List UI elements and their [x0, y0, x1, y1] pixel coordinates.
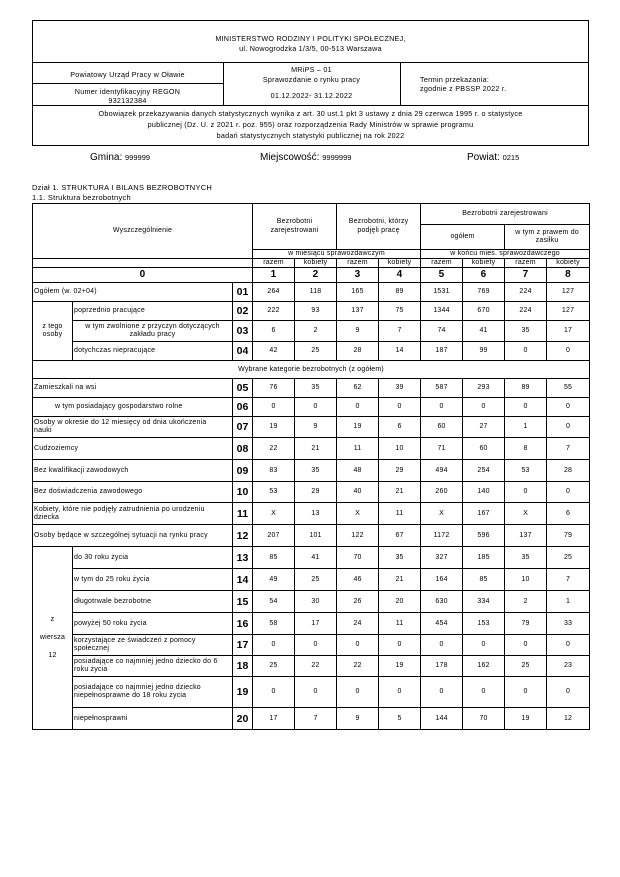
- cell: 33: [547, 613, 590, 635]
- table-row: [33, 342, 590, 361]
- row-label: Osoby będące w szczególnej sytuacji na rynku pracy: [33, 525, 233, 547]
- row-code: 09: [233, 460, 253, 482]
- cell: 264: [253, 283, 295, 302]
- table-row: [33, 302, 590, 321]
- cell: 334: [463, 591, 505, 613]
- cell: 25: [547, 547, 590, 569]
- cell: 21: [379, 569, 421, 591]
- row-code: 08: [233, 438, 253, 460]
- row-code: 20: [233, 708, 253, 730]
- table-row: [33, 569, 590, 591]
- col-header-took-job: Bezrobotni, którzy podjęli pracę: [337, 204, 421, 250]
- cell: X: [505, 503, 547, 525]
- cell: 127: [547, 302, 590, 321]
- row-code: 13: [233, 547, 253, 569]
- cell: 79: [505, 613, 547, 635]
- cell: 167: [463, 503, 505, 525]
- cell: 769: [463, 283, 505, 302]
- cell: 10: [379, 438, 421, 460]
- cell: 0: [547, 635, 590, 656]
- col-number: 6: [463, 268, 505, 283]
- cell: 75: [379, 302, 421, 321]
- table-row: [33, 503, 590, 525]
- cell: 1: [547, 591, 590, 613]
- cell: 58: [253, 613, 295, 635]
- cell: 26: [337, 591, 379, 613]
- col-header-total: ogółem: [421, 225, 505, 250]
- row-code: 18: [233, 656, 253, 677]
- cell: 1531: [421, 283, 463, 302]
- cell: 454: [421, 613, 463, 635]
- col-header-razem: razem: [337, 259, 379, 268]
- cell: 670: [463, 302, 505, 321]
- cell: 0: [421, 677, 463, 708]
- cell: 39: [379, 379, 421, 398]
- cell: 53: [253, 482, 295, 503]
- cell: 494: [421, 460, 463, 482]
- row-code: 17: [233, 635, 253, 656]
- cell: 2: [295, 321, 337, 342]
- cell: 0: [253, 398, 295, 417]
- cell: 0: [547, 482, 590, 503]
- section-subtitle: 1.1. Struktura bezrobotnych: [32, 193, 131, 202]
- cell: 101: [295, 525, 337, 547]
- table-row: [33, 547, 590, 569]
- cell: 327: [421, 547, 463, 569]
- cell: 6: [379, 417, 421, 438]
- header-divider-1: [32, 62, 589, 63]
- cell: 19: [253, 417, 295, 438]
- cell: 70: [463, 708, 505, 730]
- row-label: dotychczas niepracujące: [73, 342, 233, 361]
- ministry-name: MINISTERSTWO RODZINY I POLITYKI SPOŁECZNEJ,: [215, 34, 406, 43]
- cell: 164: [421, 569, 463, 591]
- header-office-divider: [32, 83, 223, 84]
- cell: 54: [253, 591, 295, 613]
- row-code: 02: [233, 302, 253, 321]
- cell: 35: [295, 379, 337, 398]
- col-header-registered: Bezrobotni zarejestrowani: [253, 204, 337, 250]
- col-number: 8: [547, 268, 590, 283]
- cell: 13: [295, 503, 337, 525]
- cell: 7: [547, 569, 590, 591]
- cell: 1172: [421, 525, 463, 547]
- col-header-description: Wyszczególnienie: [33, 204, 253, 259]
- cell: 254: [463, 460, 505, 482]
- row-label: powyżej 50 roku życia: [73, 613, 233, 635]
- powiat-value: 0215: [502, 153, 520, 162]
- cell: 5: [379, 708, 421, 730]
- cell: 0: [379, 677, 421, 708]
- cell: 79: [547, 525, 590, 547]
- cell: 25: [295, 569, 337, 591]
- cell: 0: [295, 677, 337, 708]
- cell: 630: [421, 591, 463, 613]
- cell: 162: [463, 656, 505, 677]
- regon-label: Numer identyfikacyjny REGON: [74, 87, 181, 96]
- col-header-kobiety: kobiety: [295, 259, 337, 268]
- cell: 11: [379, 503, 421, 525]
- col-header-registered-end: Bezrobotni zarejestrowani: [421, 204, 590, 225]
- miejscowosc-value: 9999999: [322, 153, 352, 162]
- gmina-field: [90, 152, 150, 163]
- cell: 83: [253, 460, 295, 482]
- row-code: 19: [233, 677, 253, 708]
- cell: 0: [253, 635, 295, 656]
- cell: 20: [379, 591, 421, 613]
- legal-notice-line-2: publicznej (Dz. U. z 2021 r. poz. 955) oraz rozporządzenia Rady Ministrów w sprawie programu: [147, 120, 474, 129]
- row-label: posiadające co najmniej jedno dziecko do 6 roku życia: [73, 656, 233, 677]
- cell: 76: [253, 379, 295, 398]
- cell: 85: [463, 569, 505, 591]
- legal-notice-line-3: badań statystycznych statystyki publicznej na rok 2022: [216, 131, 405, 140]
- cell: 0: [337, 398, 379, 417]
- report-period: 01.12.2022- 31.12.2022: [270, 91, 353, 100]
- office-name: Powiatowy Urząd Pracy w Oławie: [70, 70, 185, 79]
- row-label: Zamieszkali na wsi: [33, 379, 233, 398]
- cell: 153: [463, 613, 505, 635]
- miejscowosc-field: [260, 152, 351, 163]
- cell: 21: [379, 482, 421, 503]
- table-row: [33, 417, 590, 438]
- cell: 27: [463, 417, 505, 438]
- row-label: długotrwale bezrobotne: [73, 591, 233, 613]
- cell: 19: [379, 656, 421, 677]
- cell: 0: [505, 635, 547, 656]
- cell: 49: [253, 569, 295, 591]
- row-label: Ogółem (w. 02+04): [33, 283, 233, 302]
- row-label: Osoby w okresie do 12 miesięcy od dnia ukończenia nauki: [33, 417, 233, 438]
- cell: 0: [547, 677, 590, 708]
- cell: 6: [253, 321, 295, 342]
- table-row: [33, 379, 590, 398]
- col-number: 7: [505, 268, 547, 283]
- cell: 9: [337, 708, 379, 730]
- row-code: 10: [233, 482, 253, 503]
- cell: 7: [547, 438, 590, 460]
- row-label: poprzednio pracujące: [73, 302, 233, 321]
- cell: 19: [505, 708, 547, 730]
- row-label: korzystające ze świadczeń z pomocy społecznej: [73, 635, 233, 656]
- table-row: [33, 321, 590, 342]
- cell: 224: [505, 302, 547, 321]
- table-row: [33, 613, 590, 635]
- table-row: [33, 677, 590, 708]
- cell: 0: [547, 398, 590, 417]
- row-group-label-tego-osoby: z tego osoby: [33, 302, 73, 361]
- cell: 0: [379, 635, 421, 656]
- row-label: Bez doświadczenia zawodowego: [33, 482, 233, 503]
- row-label: do 30 roku życia: [73, 547, 233, 569]
- row-code: 07: [233, 417, 253, 438]
- row-label: Kobiety, które nie podjęły zatrudnienia po urodzeniu dziecka: [33, 503, 233, 525]
- cell: 35: [295, 460, 337, 482]
- cell: 0: [379, 398, 421, 417]
- col-number: 2: [295, 268, 337, 283]
- col-header-kobiety: kobiety: [547, 259, 590, 268]
- gmina-label: Gmina:: [90, 152, 123, 163]
- gmina-value: 999999: [125, 153, 151, 162]
- cell: 53: [505, 460, 547, 482]
- cell: 22: [295, 656, 337, 677]
- cell: 17: [295, 613, 337, 635]
- table-row: [33, 398, 590, 417]
- cell: 0: [463, 398, 505, 417]
- cell: 70: [337, 547, 379, 569]
- cell: 41: [295, 547, 337, 569]
- cell: 2: [505, 591, 547, 613]
- cell: 178: [421, 656, 463, 677]
- powiat-label: Powiat:: [467, 152, 500, 163]
- cell: 21: [295, 438, 337, 460]
- table-row: [33, 635, 590, 656]
- cell: 0: [337, 635, 379, 656]
- cell: 35: [379, 547, 421, 569]
- cell: 67: [379, 525, 421, 547]
- deadline-label: Termin przekazania:: [420, 75, 490, 84]
- cell: 89: [379, 283, 421, 302]
- table-row: [33, 656, 590, 677]
- row-code: 11: [233, 503, 253, 525]
- cell: 14: [379, 342, 421, 361]
- row-label: niepełnosprawni: [73, 708, 233, 730]
- cell: 0: [421, 635, 463, 656]
- cell: 0: [505, 482, 547, 503]
- row-label: posiadające co najmniej jedno dziecko niepełnosprawne do 18 roku życia: [73, 677, 233, 708]
- cell: 8: [505, 438, 547, 460]
- cell: 62: [337, 379, 379, 398]
- col-number: 3: [337, 268, 379, 283]
- row-label: w tym zwolnione z przyczyn dotyczących zakładu pracy: [73, 321, 233, 342]
- section-title: Dział 1. STRUKTURA I BILANS BEZROBOTNYCH: [32, 183, 213, 192]
- cell: 137: [505, 525, 547, 547]
- table-row: [33, 708, 590, 730]
- cell: 9: [295, 417, 337, 438]
- table-row: [33, 525, 590, 547]
- cell: 24: [337, 613, 379, 635]
- cell: 93: [295, 302, 337, 321]
- col-number: 5: [421, 268, 463, 283]
- cell: 7: [379, 321, 421, 342]
- cell: 137: [337, 302, 379, 321]
- cell: 40: [337, 482, 379, 503]
- cell: 11: [379, 613, 421, 635]
- cell: 1: [505, 417, 547, 438]
- cell: 0: [505, 677, 547, 708]
- cell: X: [421, 503, 463, 525]
- cell: 0: [295, 635, 337, 656]
- col-number: 1: [253, 268, 295, 283]
- row-code: 03: [233, 321, 253, 342]
- table-row: [33, 283, 590, 302]
- cell: 30: [295, 591, 337, 613]
- structure-table: [32, 203, 590, 730]
- cell: 0: [505, 342, 547, 361]
- cell: 85: [253, 547, 295, 569]
- cell: 6: [547, 503, 590, 525]
- cell: 10: [505, 569, 547, 591]
- row-code: 04: [233, 342, 253, 361]
- cell: 29: [379, 460, 421, 482]
- z-wiersza-line: 12: [48, 652, 57, 660]
- cell: 25: [295, 342, 337, 361]
- categories-header: Wybrane kategorie bezrobotnych (z ogółem): [33, 361, 590, 379]
- form-title: Sprawozdanie o rynku pracy: [262, 75, 361, 84]
- cell: 165: [337, 283, 379, 302]
- cell: X: [253, 503, 295, 525]
- row-code: 05: [233, 379, 253, 398]
- regon-value: 932132384: [108, 96, 147, 105]
- cell: 185: [463, 547, 505, 569]
- row-label: w tym posiadający gospodarstwo rolne: [33, 398, 233, 417]
- cell: X: [337, 503, 379, 525]
- cell: 144: [421, 708, 463, 730]
- row-code: 16: [233, 613, 253, 635]
- col-header-with-benefit: w tym z prawem do zasiłku: [505, 225, 590, 250]
- cell: 89: [505, 379, 547, 398]
- row-code: 14: [233, 569, 253, 591]
- cell: 224: [505, 283, 547, 302]
- cell: 11: [337, 438, 379, 460]
- table-row: [33, 438, 590, 460]
- col-number: 0: [33, 268, 253, 283]
- cell: 60: [463, 438, 505, 460]
- miejscowosc-label: Miejscowość:: [260, 152, 320, 163]
- table-row: [33, 482, 590, 503]
- cell: 99: [463, 342, 505, 361]
- cell: 187: [421, 342, 463, 361]
- cell: 29: [295, 482, 337, 503]
- cell: 0: [295, 398, 337, 417]
- cell: 46: [337, 569, 379, 591]
- cell: 71: [421, 438, 463, 460]
- cell: 127: [547, 283, 590, 302]
- col-header-razem: razem: [421, 259, 463, 268]
- header-vdivider-2: [400, 62, 401, 105]
- cell: 17: [547, 321, 590, 342]
- cell: 587: [421, 379, 463, 398]
- cell: 22: [337, 656, 379, 677]
- col-number: 4: [379, 268, 421, 283]
- header-divider-2: [32, 105, 589, 106]
- cell: 55: [547, 379, 590, 398]
- z-wiersza-line: wiersza: [39, 634, 66, 642]
- cell: 207: [253, 525, 295, 547]
- cell: 17: [253, 708, 295, 730]
- row-code: 01: [233, 283, 253, 302]
- table-row: [33, 460, 590, 482]
- row-code: 06: [233, 398, 253, 417]
- cell: 0: [337, 677, 379, 708]
- cell: 48: [337, 460, 379, 482]
- row-code: 15: [233, 591, 253, 613]
- z-wiersza-line: z: [50, 616, 55, 624]
- cell: 293: [463, 379, 505, 398]
- cell: 0: [421, 398, 463, 417]
- cell: 222: [253, 302, 295, 321]
- cell: 0: [547, 417, 590, 438]
- cell: 122: [337, 525, 379, 547]
- cell: 35: [505, 547, 547, 569]
- table-row: [33, 591, 590, 613]
- cell: 0: [547, 342, 590, 361]
- cell: 25: [505, 656, 547, 677]
- col-header-kobiety: kobiety: [463, 259, 505, 268]
- col-header-razem: razem: [505, 259, 547, 268]
- cell: 19: [337, 417, 379, 438]
- row-label: w tym do 25 roku życia: [73, 569, 233, 591]
- row-code: 12: [233, 525, 253, 547]
- cell: 25: [253, 656, 295, 677]
- row-group-label-z-wiersza: [33, 547, 73, 730]
- cell: 60: [421, 417, 463, 438]
- cell: 118: [295, 283, 337, 302]
- deadline-value: zgodnie z PBSSP 2022 r.: [420, 84, 507, 93]
- col-header-razem: razem: [253, 259, 295, 268]
- cell: 0: [253, 677, 295, 708]
- cell: 0: [505, 398, 547, 417]
- ministry-address: ul. Nowogrodzka 1/3/5, 00-513 Warszawa: [239, 44, 382, 53]
- cell: 74: [421, 321, 463, 342]
- legal-notice-line-1: Obowiązek przekazywania danych statystycznych wynika z art. 30 ust.1 pkt 3 ustawy z dnia 29 czerwca 1995 r. o statystyce: [98, 109, 523, 118]
- cell: 9: [337, 321, 379, 342]
- cell: 140: [463, 482, 505, 503]
- row-label: Cudzoziemcy: [33, 438, 233, 460]
- cell: 35: [505, 321, 547, 342]
- cell: 260: [421, 482, 463, 503]
- cell: 28: [547, 460, 590, 482]
- cell: 0: [463, 677, 505, 708]
- col-header-month: w miesiącu sprawozdawczym: [253, 250, 421, 259]
- col-header-kobiety: kobiety: [379, 259, 421, 268]
- cell: 7: [295, 708, 337, 730]
- cell: 41: [463, 321, 505, 342]
- cell: 23: [547, 656, 590, 677]
- cell: 596: [463, 525, 505, 547]
- powiat-field: [467, 152, 519, 163]
- form-code: MRiPS – 01: [291, 65, 332, 74]
- cell: 12: [547, 708, 590, 730]
- cell: 0: [463, 635, 505, 656]
- row-label: Bez kwalifikacji zawodowych: [33, 460, 233, 482]
- col-header-month-end: w końcu mies. sprawozdawczego: [421, 250, 590, 259]
- cell: 28: [337, 342, 379, 361]
- cell: 1344: [421, 302, 463, 321]
- cell: 42: [253, 342, 295, 361]
- cell: 22: [253, 438, 295, 460]
